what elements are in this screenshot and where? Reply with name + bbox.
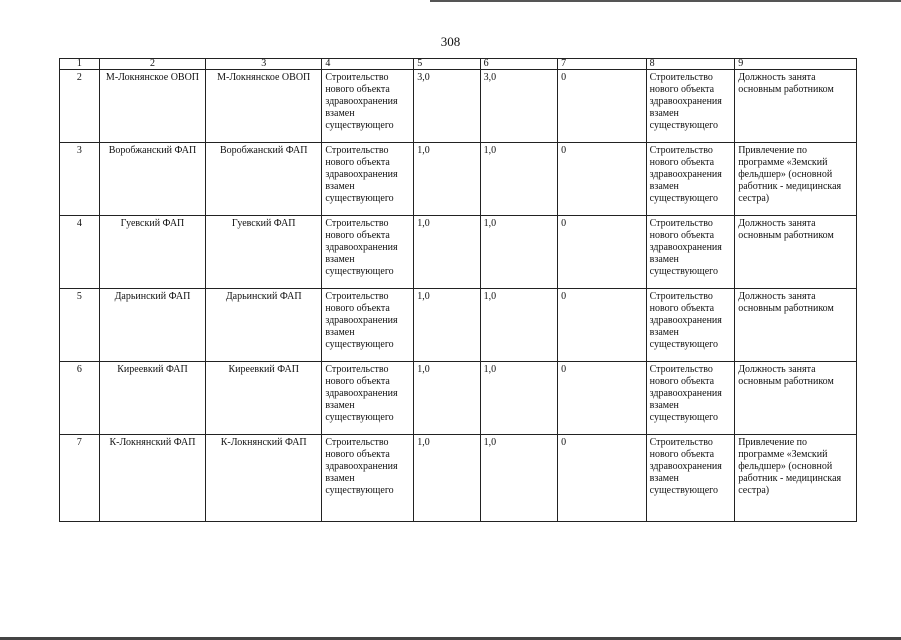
facility-name: М-Локнянское ОВОП bbox=[99, 70, 205, 143]
table-row bbox=[60, 70, 857, 143]
column-header: 4 bbox=[322, 59, 414, 70]
value-col7: 0 bbox=[558, 216, 647, 289]
value-col6: 1,0 bbox=[480, 143, 557, 216]
column-header: 2 bbox=[99, 59, 205, 70]
row-number: 7 bbox=[60, 435, 100, 522]
value-col6: 3,0 bbox=[480, 70, 557, 143]
note: Привлечение по программе «Земский фельдшер» (основной работник - медицинская сестра) bbox=[735, 143, 857, 216]
facility-name-2: Гуевский ФАП bbox=[206, 216, 322, 289]
value-col6: 1,0 bbox=[480, 435, 557, 522]
value-col5: 1,0 bbox=[414, 289, 480, 362]
facility-name: Дарьинский ФАП bbox=[99, 289, 205, 362]
value-col7: 0 bbox=[558, 289, 647, 362]
work-type: Строительство нового объекта здравоохранения взамен существующего bbox=[322, 216, 414, 289]
work-type: Строительство нового объекта здравоохранения взамен существующего bbox=[322, 70, 414, 143]
work-type-8: Строительство нового объекта здравоохранения взамен существующего bbox=[646, 70, 735, 143]
table-row bbox=[60, 216, 857, 289]
work-type: Строительство нового объекта здравоохранения взамен существующего bbox=[322, 435, 414, 522]
table-row bbox=[60, 435, 857, 522]
row-number: 2 bbox=[60, 70, 100, 143]
column-header: 8 bbox=[646, 59, 735, 70]
facility-name-2: К-Локнянский ФАП bbox=[206, 435, 322, 522]
value-col7: 0 bbox=[558, 143, 647, 216]
value-col7: 0 bbox=[558, 435, 647, 522]
facility-name-2: М-Локнянское ОВОП bbox=[206, 70, 322, 143]
work-type-8: Строительство нового объекта здравоохранения взамен существующего bbox=[646, 289, 735, 362]
facility-name: Воробжанский ФАП bbox=[99, 143, 205, 216]
facility-name: Гуевский ФАП bbox=[99, 216, 205, 289]
note: Должность занята основным работником bbox=[735, 216, 857, 289]
facility-name: Киреевкий ФАП bbox=[99, 362, 205, 435]
note: Привлечение по программе «Земский фельдшер» (основной работник - медицинская сестра) bbox=[735, 435, 857, 522]
value-col5: 3,0 bbox=[414, 70, 480, 143]
value-col7: 0 bbox=[558, 362, 647, 435]
value-col5: 1,0 bbox=[414, 435, 480, 522]
value-col6: 1,0 bbox=[480, 362, 557, 435]
row-number: 4 bbox=[60, 216, 100, 289]
row-number: 5 bbox=[60, 289, 100, 362]
column-header: 3 bbox=[206, 59, 322, 70]
work-type-8: Строительство нового объекта здравоохранения взамен существующего bbox=[646, 143, 735, 216]
value-col5: 1,0 bbox=[414, 216, 480, 289]
work-type-8: Строительство нового объекта здравоохранения взамен существующего bbox=[646, 362, 735, 435]
scan-edge-top bbox=[430, 0, 901, 2]
note: Должность занята основным работником bbox=[735, 362, 857, 435]
facility-name-2: Дарьинский ФАП bbox=[206, 289, 322, 362]
work-type-8: Строительство нового объекта здравоохранения взамен существующего bbox=[646, 435, 735, 522]
work-type-8: Строительство нового объекта здравоохранения взамен существующего bbox=[646, 216, 735, 289]
value-col7: 0 bbox=[558, 70, 647, 143]
facility-table bbox=[59, 58, 857, 522]
table-header-row bbox=[60, 59, 857, 70]
column-header: 7 bbox=[558, 59, 647, 70]
column-header: 1 bbox=[60, 59, 100, 70]
column-header: 6 bbox=[480, 59, 557, 70]
value-col6: 1,0 bbox=[480, 216, 557, 289]
column-header: 9 bbox=[735, 59, 857, 70]
row-number: 3 bbox=[60, 143, 100, 216]
value-col5: 1,0 bbox=[414, 143, 480, 216]
facility-name: К-Локнянский ФАП bbox=[99, 435, 205, 522]
value-col5: 1,0 bbox=[414, 362, 480, 435]
work-type: Строительство нового объекта здравоохранения взамен существующего bbox=[322, 143, 414, 216]
table-row bbox=[60, 289, 857, 362]
facility-name-2: Киреевкий ФАП bbox=[206, 362, 322, 435]
column-header: 5 bbox=[414, 59, 480, 70]
value-col6: 1,0 bbox=[480, 289, 557, 362]
table-row bbox=[60, 143, 857, 216]
work-type: Строительство нового объекта здравоохранения взамен существующего bbox=[322, 289, 414, 362]
work-type: Строительство нового объекта здравоохранения взамен существующего bbox=[322, 362, 414, 435]
page-number: 308 bbox=[440, 34, 461, 49]
note: Должность занята основным работником bbox=[735, 70, 857, 143]
row-number: 6 bbox=[60, 362, 100, 435]
facility-name-2: Воробжанский ФАП bbox=[206, 143, 322, 216]
note: Должность занята основным работником bbox=[735, 289, 857, 362]
table-row bbox=[60, 362, 857, 435]
